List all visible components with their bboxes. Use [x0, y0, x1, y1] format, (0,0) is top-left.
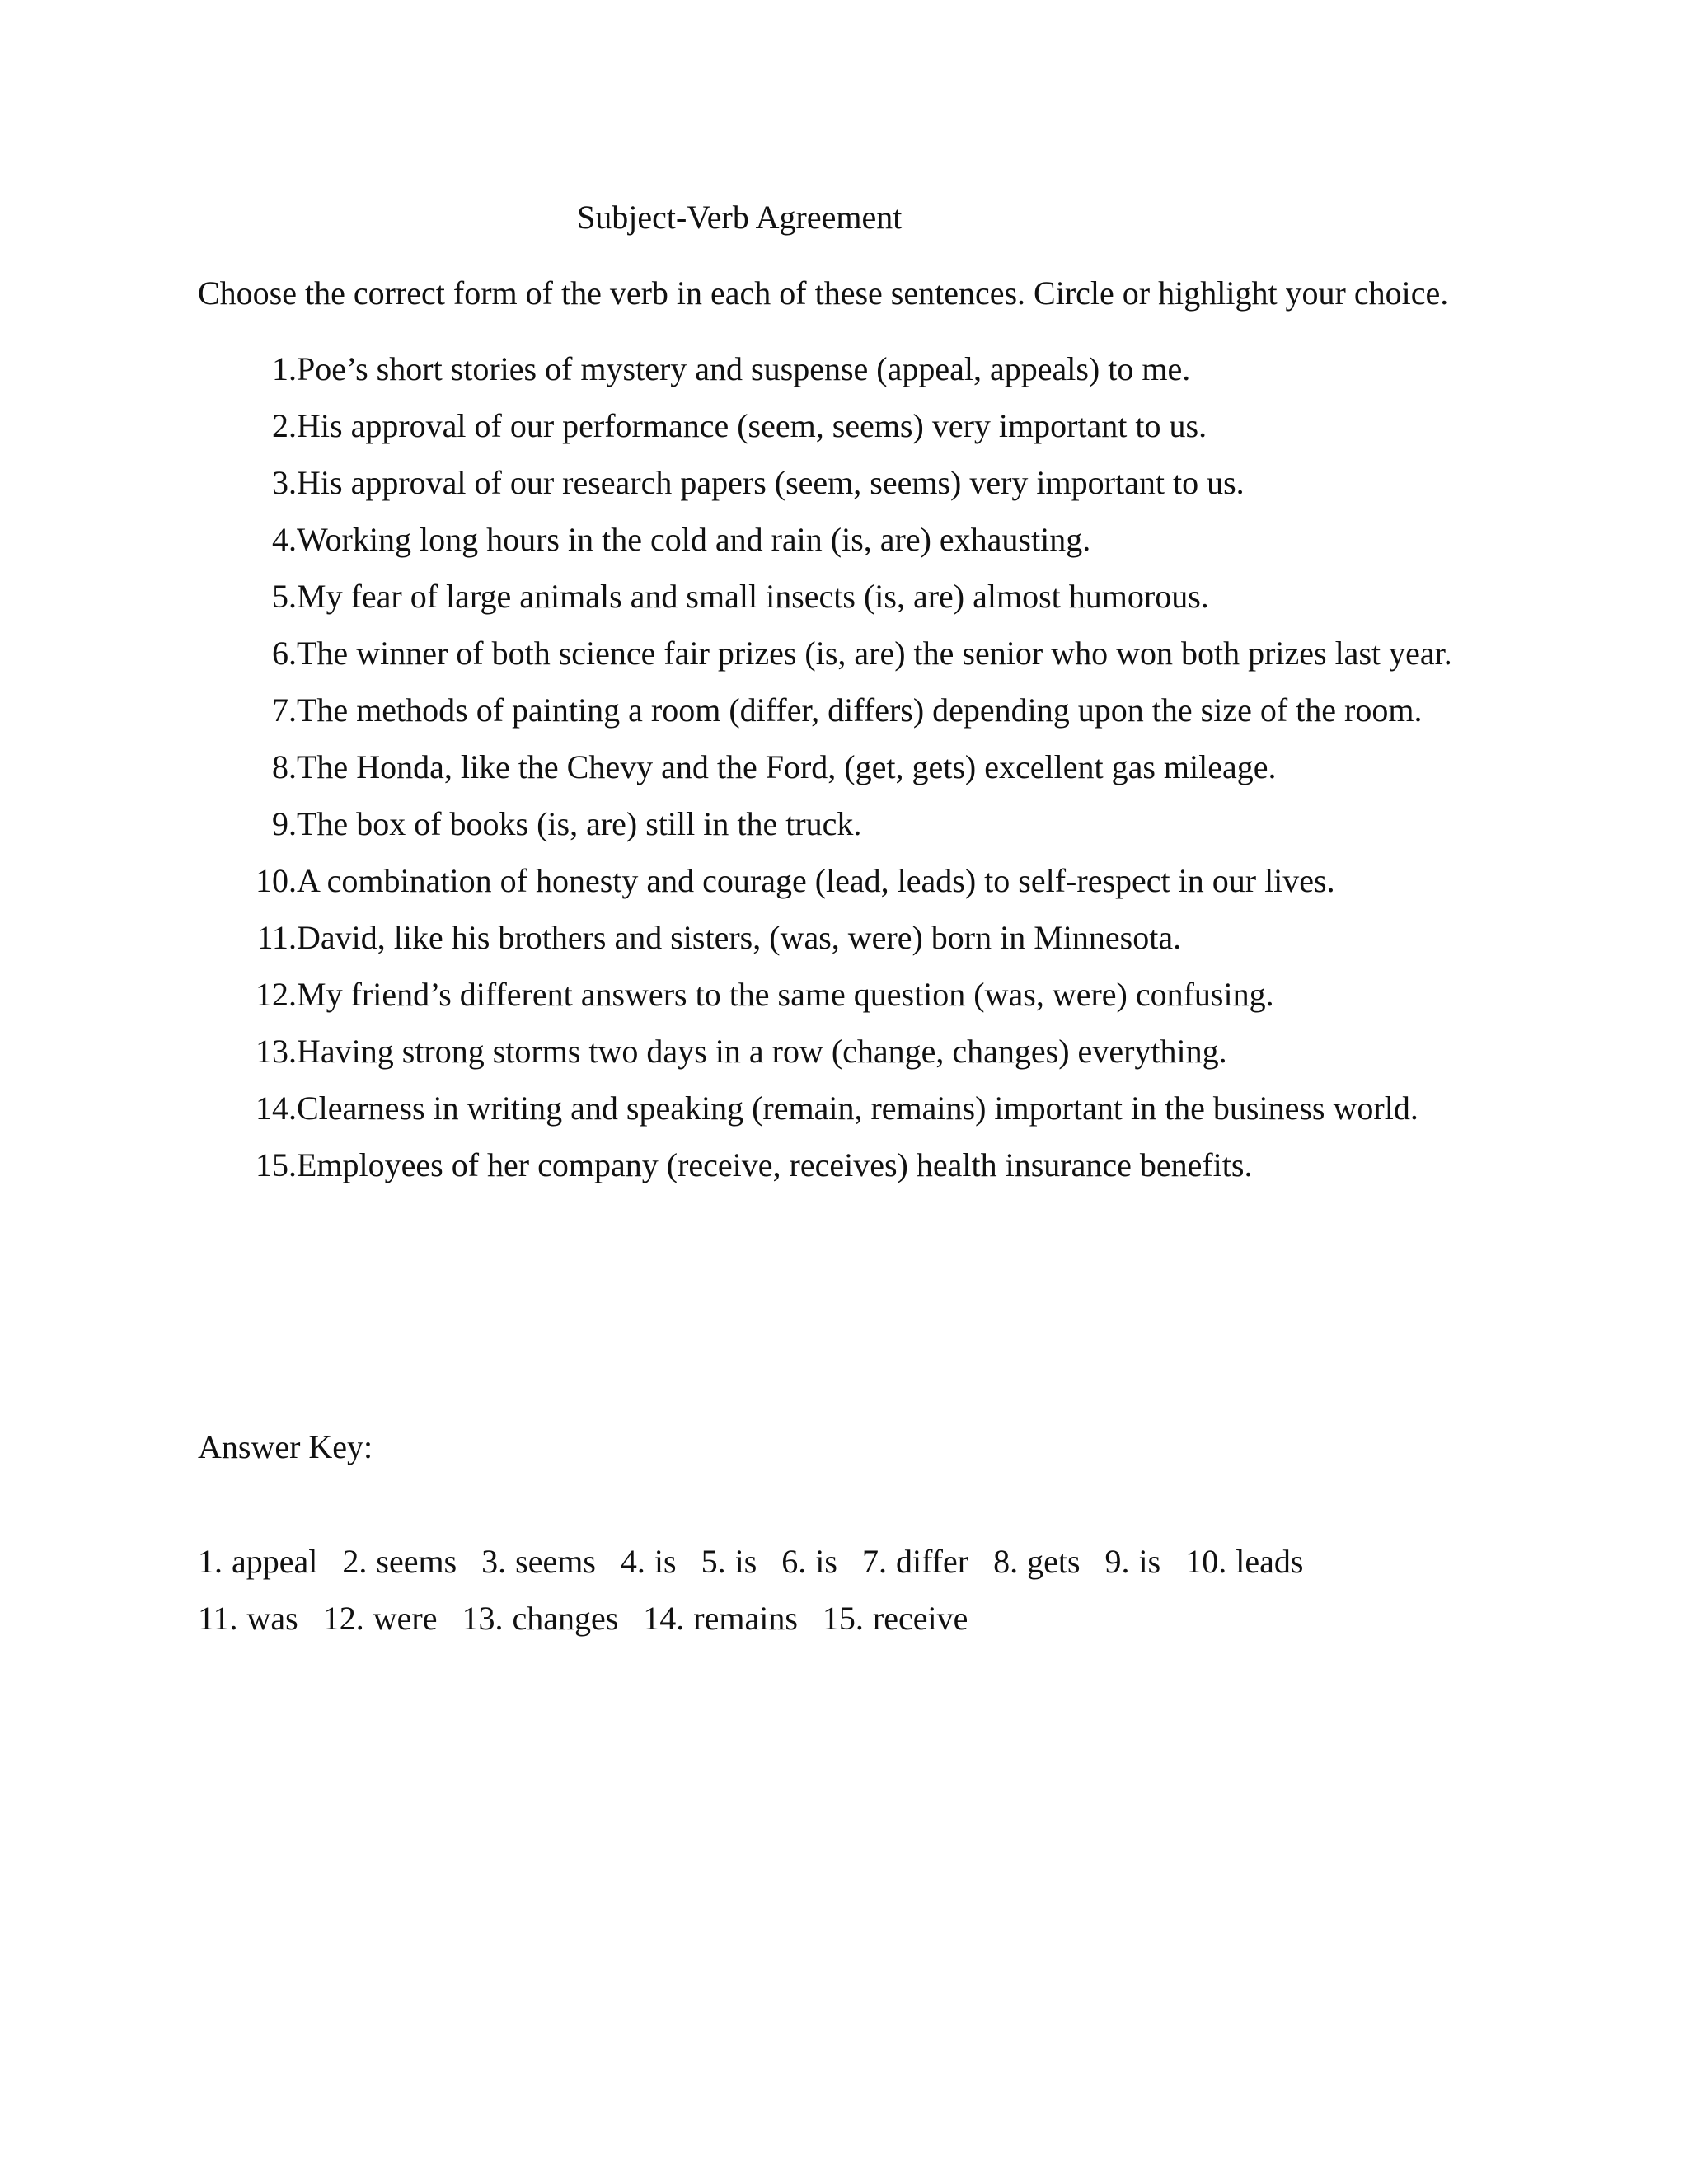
answer-entry: 12. were	[322, 1600, 438, 1637]
question-number: 9.	[272, 805, 297, 842]
question-number: 2.	[272, 407, 297, 444]
question-number: 15.	[256, 1146, 297, 1183]
question-text: His approval of our performance (seem, seems) very important to us.	[297, 407, 1207, 444]
question-text: Working long hours in the cold and rain (is, are) exhausting.	[297, 521, 1091, 558]
question-text: David, like his brothers and sisters, (was, were) born in Minnesota.	[297, 919, 1182, 956]
question-text: The methods of painting a room (differ, differs) depending upon the size of the room.	[297, 691, 1423, 729]
question-text: A combination of honesty and courage (lead, leads) to self-respect in our lives.	[297, 862, 1335, 899]
question-number: 14.	[256, 1090, 297, 1127]
answer-entry: 7. differ	[861, 1543, 969, 1580]
question-text: The winner of both science fair prizes (is, are) the senior who won both prizes last year.	[297, 635, 1452, 672]
question-number: 13.	[256, 1033, 297, 1070]
question-number: 6.	[272, 635, 297, 672]
answer-key-line-1	[198, 1542, 1303, 1582]
answer-entry: 10. leads	[1185, 1543, 1304, 1580]
answer-entry: 9. is	[1104, 1543, 1161, 1580]
question-text: The Honda, like the Chevy and the Ford, (get, gets) excellent gas mileage.	[297, 748, 1277, 785]
question-number: 7.	[272, 691, 297, 729]
question-number: 5.	[272, 578, 297, 615]
question-text: The box of books (is, are) still in the truck.	[297, 805, 862, 842]
answer-entry: 4. is	[620, 1543, 677, 1580]
question-text: His approval of our research papers (seem, seems) very important to us.	[297, 464, 1245, 501]
answer-entry: 1. appeal	[198, 1543, 318, 1580]
question-number: 11.	[256, 919, 297, 956]
answer-entry: 15. receive	[822, 1600, 968, 1637]
question-text: Clearness in writing and speaking (remain, remains) important in the business world.	[297, 1090, 1418, 1127]
question-text: Poe’s short stories of mystery and suspense (appeal, appeals) to me.	[297, 350, 1191, 387]
instructions: Choose the correct form of the verb in each of these sentences. Circle or highlight your choice.	[198, 274, 1449, 312]
answer-entry: 3. seems	[481, 1543, 596, 1580]
question-number: 12.	[256, 976, 297, 1013]
answer-entry: 6. is	[781, 1543, 837, 1580]
question-number: 1.	[272, 350, 297, 387]
answer-key-line-2	[198, 1599, 968, 1638]
answer-entry: 13. changes	[462, 1600, 619, 1637]
answer-entry: 8. gets	[993, 1543, 1081, 1580]
question-number: 4.	[272, 521, 297, 558]
answer-entry: 14. remains	[643, 1600, 798, 1637]
answer-entry: 2. seems	[342, 1543, 457, 1580]
answer-entry: 11. was	[198, 1600, 298, 1637]
question-text: My fear of large animals and small insects (is, are) almost humorous.	[297, 578, 1209, 615]
question-number: 8.	[272, 748, 297, 785]
question-number: 10.	[256, 862, 297, 899]
question-number: 3.	[272, 464, 297, 501]
answer-entry: 5. is	[701, 1543, 757, 1580]
answer-key-heading: Answer Key:	[198, 1428, 373, 1465]
question-text: Having strong storms two days in a row (change, changes) everything.	[297, 1033, 1227, 1070]
question-text: Employees of her company (receive, receives) health insurance benefits.	[297, 1146, 1253, 1183]
question-text: My friend’s different answers to the same question (was, were) confusing.	[297, 976, 1274, 1013]
page-title: Subject-Verb Agreement	[577, 199, 903, 236]
